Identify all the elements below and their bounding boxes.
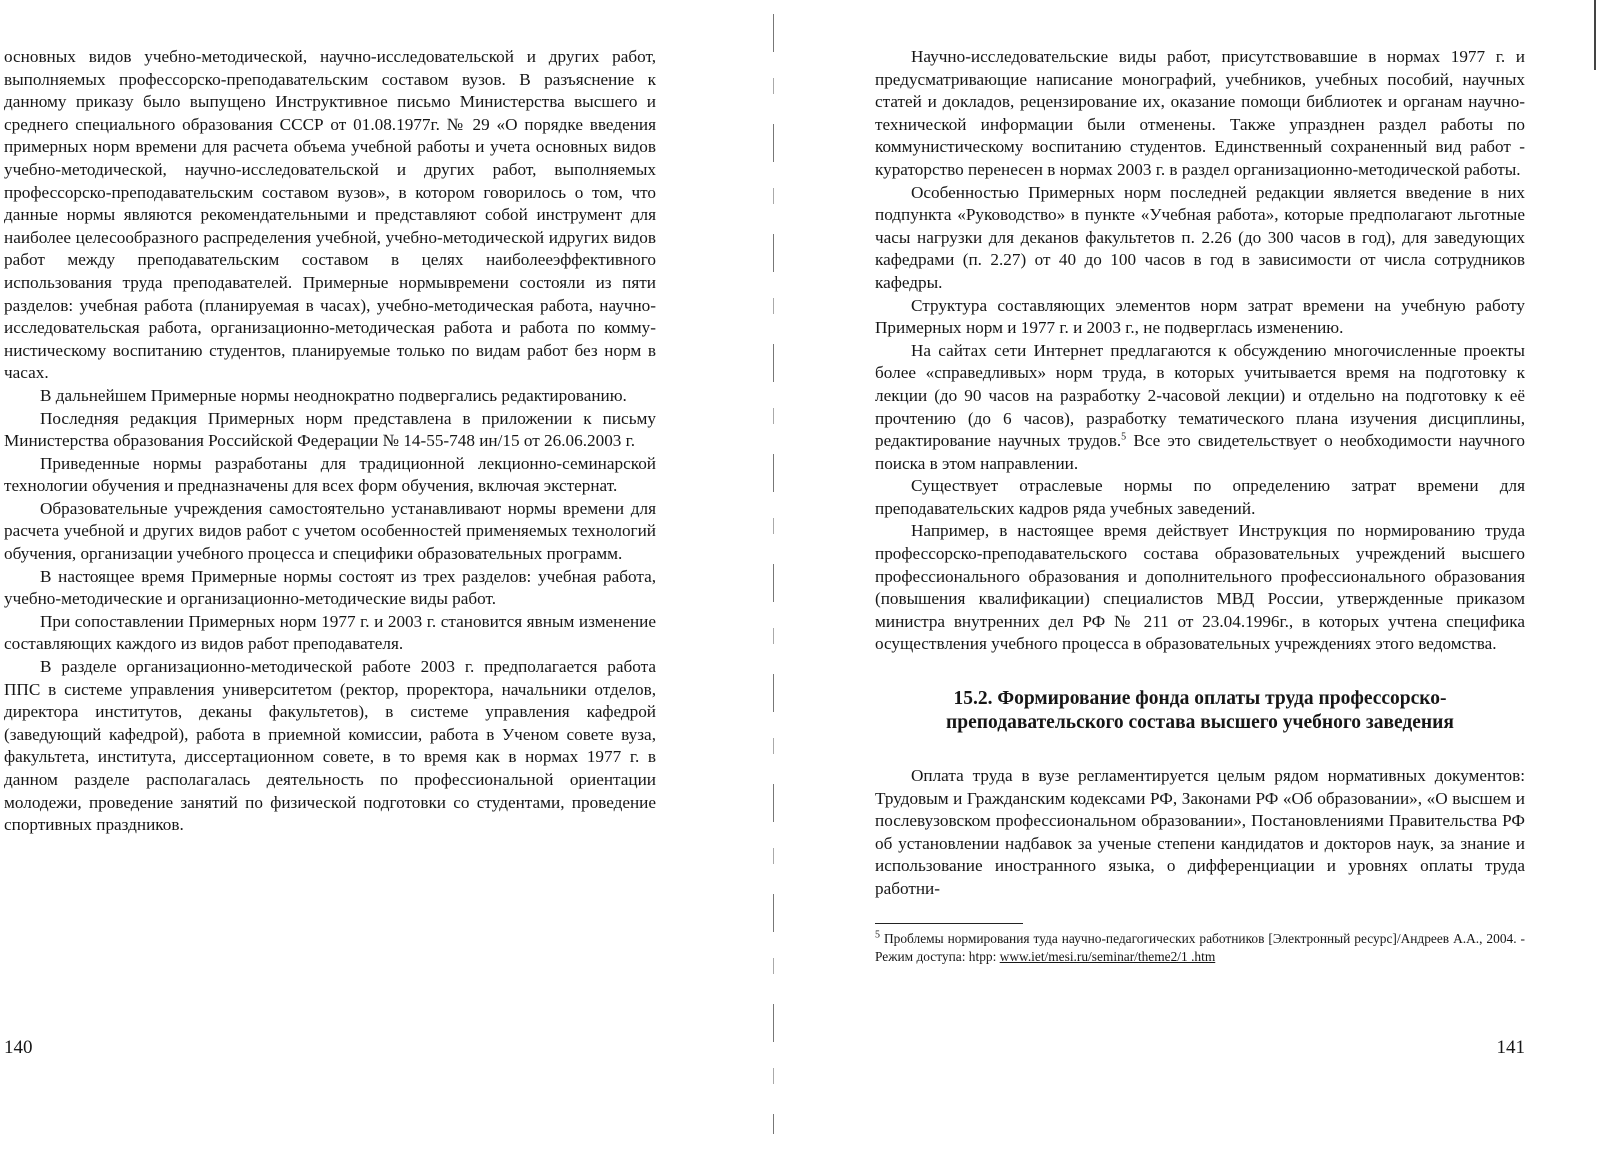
page-edge-mark bbox=[1594, 0, 1596, 70]
right-page bbox=[780, 0, 1601, 1151]
left-paragraph-2: В дальнейшем Примерные нормы неоднократно подвергались редактированию. bbox=[40, 385, 627, 405]
book-spine-shadow bbox=[773, 14, 774, 1134]
right-paragraph-3: Структура составляющих элементов норм затрат времени на учебную работу Примерных норм и 1977 г. и 2003 г., не подверглась изменению. bbox=[875, 295, 1525, 338]
right-paragraph-4 bbox=[875, 340, 1525, 476]
left-page bbox=[0, 0, 770, 1151]
right-paragraph-7: Оплата труда в вузе регламентируется целым рядом нормативных документов: Трудовым и Гражданским кодексами РФ, Законами РФ «Об образовании», «О высшем и послевузовском профессиональном образовании», Постановлениями Правительства РФ об установлении надбавок за ученые степени кандидатов и докторов наук, за знание и использование иностранного языка, о дифференциации и уровнях оплаты труда работни- bbox=[875, 766, 1525, 898]
left-text-column bbox=[4, 46, 656, 837]
footnote-link[interactable]: www.iet/mesi.ru/seminar/theme2/1 .htm bbox=[999, 949, 1216, 965]
page-number-left: 140 bbox=[4, 1037, 33, 1058]
page-number-right: 141 bbox=[1496, 1037, 1525, 1058]
left-paragraph-6: В настоящее время Примерные нормы состоят из трех разделов: учебная работа, учебно-методические и организационно-методические виды работ. bbox=[4, 566, 656, 609]
footnote bbox=[875, 930, 1525, 967]
footnote-number: 5 bbox=[875, 929, 880, 941]
footnote-text: Проблемы нормирования туда научно-педагогических работников [Электронный ресурс]/Андреев А.А., 2004. - Режим доступа: htpp: bbox=[875, 930, 1525, 965]
section-heading-line-1: 15.2. Формирование фонда оплаты труда профессорско- bbox=[953, 688, 1447, 710]
right-paragraph-4-text: На сайтах сети Интернет предлагаются к обсуждению многочисленные проекты более «справедливых» норм труда, в которых учитывается время на подготовку к лекции (до 90 часов на разработку 2-часовой лекции) и отдельно на подготовку к её прочтению (до 6 часов), разработку тематического плана изучения дисциплины, редактирование научных трудов. bbox=[875, 340, 1525, 451]
left-paragraph-8: В разделе организационно-методической работе 2003 г. предполагается работа ППС в системе управления университетом (ректор, проректора, начальники отделов, директора институтов, деканы факультетов), в системе управления кафедрой (заведующий кафедрой), работа в приемной комиссии, работа в Ученом совете вуза, факультета, института, диссертационном совете, в то время как в нормах 1977 г. в данном разделе располагалась деятельность по профессиональной ориентации молодежи, проведение занятий по физической подготовки со студентами, проведение спортивных праздников. bbox=[4, 657, 656, 835]
footnote-reference[interactable]: 5 bbox=[1121, 431, 1127, 443]
right-paragraph-2: Особенностью Примерных норм последней редакции является введение в них подпункта «Руководство» в пункте «Учебная работа», которые предполагают льготные часы нагрузки для деканов факультетов п. 2.26 (до 300 часов в год), для заведующих кафедрами (п. 2.27) от 40 до 100 часов в год в зависимости от числа сотрудников кафедры. bbox=[875, 182, 1525, 292]
right-paragraph-1: Научно-исследовательские виды работ, присутствовавшие в нормах 1977 г. и предусматривающие написание монографий, учебников, учебных пособий, научных статей и докладов, рецензирование их, оказание помощи библиотек и органам научно-технической информации были отменены. Также упразднен раздел работы по коммунистическому воспитанию студентов. Единственный сохраненный вид работ - кураторство перенесен в нормах 2003 г. в раздел организационно-методической работы. bbox=[875, 47, 1525, 179]
footnote-divider bbox=[875, 923, 1023, 924]
section-heading-line-2: преподавательского состава высшего учебного заведения bbox=[946, 712, 1454, 734]
left-paragraph-3: Последняя редакция Примерных норм представлена в приложении к письму Министерства образования Российской Федерации № 14-55-748 ин/15 от 26.06.2003 г. bbox=[4, 408, 656, 451]
left-paragraph-5: Образовательные учреждения самостоятельно устанавливают нормы времени для расчета учебной и других видов работ с учетом особенностей применяемых технологий обучения, организации учебного процесса и специфики образовательных программ. bbox=[4, 498, 656, 564]
right-paragraph-4-text-after: Все это свидетельствует о необходимости научного поиска в этом направлении. bbox=[875, 431, 1525, 473]
right-paragraph-6: Например, в настоящее время действует Инструкция по нормированию труда профессорско-преподавательского состава образовательных учреждений высшего профессионального образования и дополнительного профессионального образования (повышения квалификации) специалистов МВД России, утвержденные приказом министра внутренних дел РФ № 211 от 23.04.1996г., в которых учтена специфика осуществления учебного процесса в образовательных учреждениях этого ведомства. bbox=[875, 521, 1525, 654]
left-paragraph-7: При сопоставлении Примерных норм 1977 г. и 2003 г. становится явным изменение составляющих каждого из видов работ преподавателя. bbox=[4, 611, 656, 654]
section-heading bbox=[875, 687, 1525, 735]
left-paragraph-4: Приведенные нормы разработаны для традиционной лекционно-семинарской технологии обучения и предназначены для всех форм обучения, включая экстернат. bbox=[4, 453, 656, 496]
right-paragraph-5: Существует отраслевые нормы по определению затрат времени для преподавательских кадров ряда учебных заведений. bbox=[875, 476, 1525, 518]
right-text-column bbox=[875, 46, 1525, 967]
left-paragraph-1: основных видов учебно-методической, научно-исследовательской и других работ, выполняемых профессорско-преподавательским составом вузов. В разъяснение к данному приказу было выпущено Инструктивное письмо Министерства высшего и среднего специального образования СССР от 01.08.1977г. № 29 «О порядке введения примерных норм времени для расчета объема учебной работы и учета основных видов учебно-методической, научно-исследовательской и других работ, выполняемых профессорско-преподавательским составом вузов», в котором говорилось о том, что данные нормы являются рекомендательными и представляют собой инструмент для наиболее целесообразного распределения учебной, учебно-методической идругих видов работ между преподавательским составом в целях наиболееэффективного использования труда преподавателей. Примерные нормывремени состояли из пяти разделов: учебная работа (планируемая в часах), учебно-методическая работа, научно-исследовательская работа, организационно-методическая работа и работа по коммунистическому воспитанию студентов, планируемые только по видам работ без норм в часах. bbox=[4, 47, 656, 383]
